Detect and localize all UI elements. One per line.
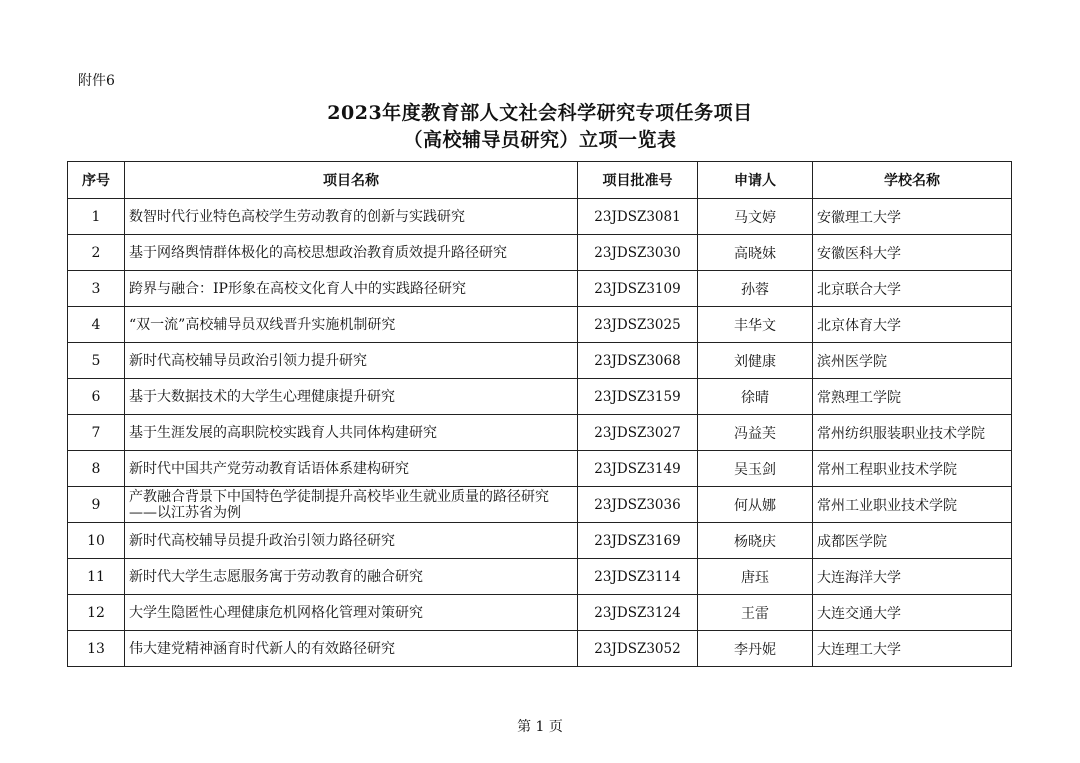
table-row xyxy=(68,271,1012,307)
cell-index: 7 xyxy=(68,415,125,451)
cell-project-name: “双一流”高校辅导员双线晋升实施机制研究 xyxy=(125,307,578,343)
cell-school: 常州纺织服装职业技术学院 xyxy=(813,415,1012,451)
cell-index: 12 xyxy=(68,595,125,631)
cell-index: 1 xyxy=(68,199,125,235)
table-header-row xyxy=(68,162,1012,199)
table-row xyxy=(68,199,1012,235)
cell-project-name: 基于大数据技术的大学生心理健康提升研究 xyxy=(125,379,578,415)
header-school: 学校名称 xyxy=(813,162,1012,199)
cell-school: 大连海洋大学 xyxy=(813,559,1012,595)
cell-approval-no: 23JDSZ3149 xyxy=(578,451,698,487)
cell-index: 2 xyxy=(68,235,125,271)
cell-project-name: 数智时代行业特色高校学生劳动教育的创新与实践研究 xyxy=(125,199,578,235)
cell-project-name: 新时代高校辅导员政治引领力提升研究 xyxy=(125,343,578,379)
cell-index: 3 xyxy=(68,271,125,307)
cell-applicant: 丰华文 xyxy=(698,307,813,343)
cell-applicant: 刘健康 xyxy=(698,343,813,379)
cell-index: 5 xyxy=(68,343,125,379)
table-row xyxy=(68,307,1012,343)
cell-applicant: 王雷 xyxy=(698,595,813,631)
cell-applicant: 冯益芙 xyxy=(698,415,813,451)
cell-index: 6 xyxy=(68,379,125,415)
cell-approval-no: 23JDSZ3124 xyxy=(578,595,698,631)
cell-school: 大连理工大学 xyxy=(813,631,1012,667)
project-table xyxy=(67,161,1012,667)
cell-school: 成都医学院 xyxy=(813,523,1012,559)
page-subtitle: （高校辅导员研究）立项一览表 xyxy=(403,129,677,151)
cell-school: 常熟理工学院 xyxy=(813,379,1012,415)
cell-approval-no: 23JDSZ3109 xyxy=(578,271,698,307)
cell-school: 滨州医学院 xyxy=(813,343,1012,379)
cell-project-name: 伟大建党精神涵育时代新人的有效路径研究 xyxy=(125,631,578,667)
cell-approval-no: 23JDSZ3025 xyxy=(578,307,698,343)
table-row xyxy=(68,343,1012,379)
table-row xyxy=(68,631,1012,667)
cell-index: 8 xyxy=(68,451,125,487)
cell-index: 9 xyxy=(68,487,125,523)
table-row xyxy=(68,487,1012,523)
cell-applicant: 杨晓庆 xyxy=(698,523,813,559)
table-row xyxy=(68,451,1012,487)
cell-applicant: 高晓妹 xyxy=(698,235,813,271)
table-row xyxy=(68,559,1012,595)
cell-index: 10 xyxy=(68,523,125,559)
table-row xyxy=(68,595,1012,631)
cell-index: 4 xyxy=(68,307,125,343)
cell-school: 大连交通大学 xyxy=(813,595,1012,631)
header-project-name: 项目名称 xyxy=(125,162,578,199)
cell-applicant: 唐珏 xyxy=(698,559,813,595)
cell-index: 13 xyxy=(68,631,125,667)
cell-project-name: 跨界与融合：IP形象在高校文化育人中的实践路径研究 xyxy=(125,271,578,307)
cell-school: 常州工程职业技术学院 xyxy=(813,451,1012,487)
cell-approval-no: 23JDSZ3030 xyxy=(578,235,698,271)
cell-school: 北京体育大学 xyxy=(813,307,1012,343)
cell-school: 安徽医科大学 xyxy=(813,235,1012,271)
table-row xyxy=(68,235,1012,271)
cell-applicant: 何从娜 xyxy=(698,487,813,523)
cell-project-name: 新时代高校辅导员提升政治引领力路径研究 xyxy=(125,523,578,559)
cell-school: 常州工业职业技术学院 xyxy=(813,487,1012,523)
cell-project-name: 产教融合背景下中国特色学徒制提升高校毕业生就业质量的路径研究——以江苏省为例 xyxy=(125,487,578,523)
cell-index: 11 xyxy=(68,559,125,595)
cell-approval-no: 23JDSZ3027 xyxy=(578,415,698,451)
attachment-label: 附件6 xyxy=(78,73,115,89)
cell-project-name: 大学生隐匿性心理健康危机网格化管理对策研究 xyxy=(125,595,578,631)
cell-approval-no: 23JDSZ3081 xyxy=(578,199,698,235)
cell-approval-no: 23JDSZ3114 xyxy=(578,559,698,595)
table-body xyxy=(68,199,1012,667)
cell-approval-no: 23JDSZ3169 xyxy=(578,523,698,559)
cell-approval-no: 23JDSZ3052 xyxy=(578,631,698,667)
cell-applicant: 马文婷 xyxy=(698,199,813,235)
cell-approval-no: 23JDSZ3068 xyxy=(578,343,698,379)
cell-project-name: 基于网络舆情群体极化的高校思想政治教育质效提升路径研究 xyxy=(125,235,578,271)
cell-project-name: 新时代大学生志愿服务寓于劳动教育的融合研究 xyxy=(125,559,578,595)
cell-approval-no: 23JDSZ3159 xyxy=(578,379,698,415)
cell-project-name: 基于生涯发展的高职院校实践育人共同体构建研究 xyxy=(125,415,578,451)
table-row xyxy=(68,523,1012,559)
page-number: 第 1 页 xyxy=(517,719,563,735)
cell-applicant: 孙蓉 xyxy=(698,271,813,307)
cell-school: 北京联合大学 xyxy=(813,271,1012,307)
header-approval-no: 项目批准号 xyxy=(578,162,698,199)
cell-applicant: 徐晴 xyxy=(698,379,813,415)
header-index: 序号 xyxy=(68,162,125,199)
cell-applicant: 吴玉剑 xyxy=(698,451,813,487)
cell-school: 安徽理工大学 xyxy=(813,199,1012,235)
table-row xyxy=(68,379,1012,415)
cell-applicant: 李丹妮 xyxy=(698,631,813,667)
header-applicant: 申请人 xyxy=(698,162,813,199)
cell-approval-no: 23JDSZ3036 xyxy=(578,487,698,523)
table-row xyxy=(68,415,1012,451)
cell-project-name: 新时代中国共产党劳动教育话语体系建构研究 xyxy=(125,451,578,487)
page-title: 2023年度教育部人文社会科学研究专项任务项目 xyxy=(327,102,753,124)
